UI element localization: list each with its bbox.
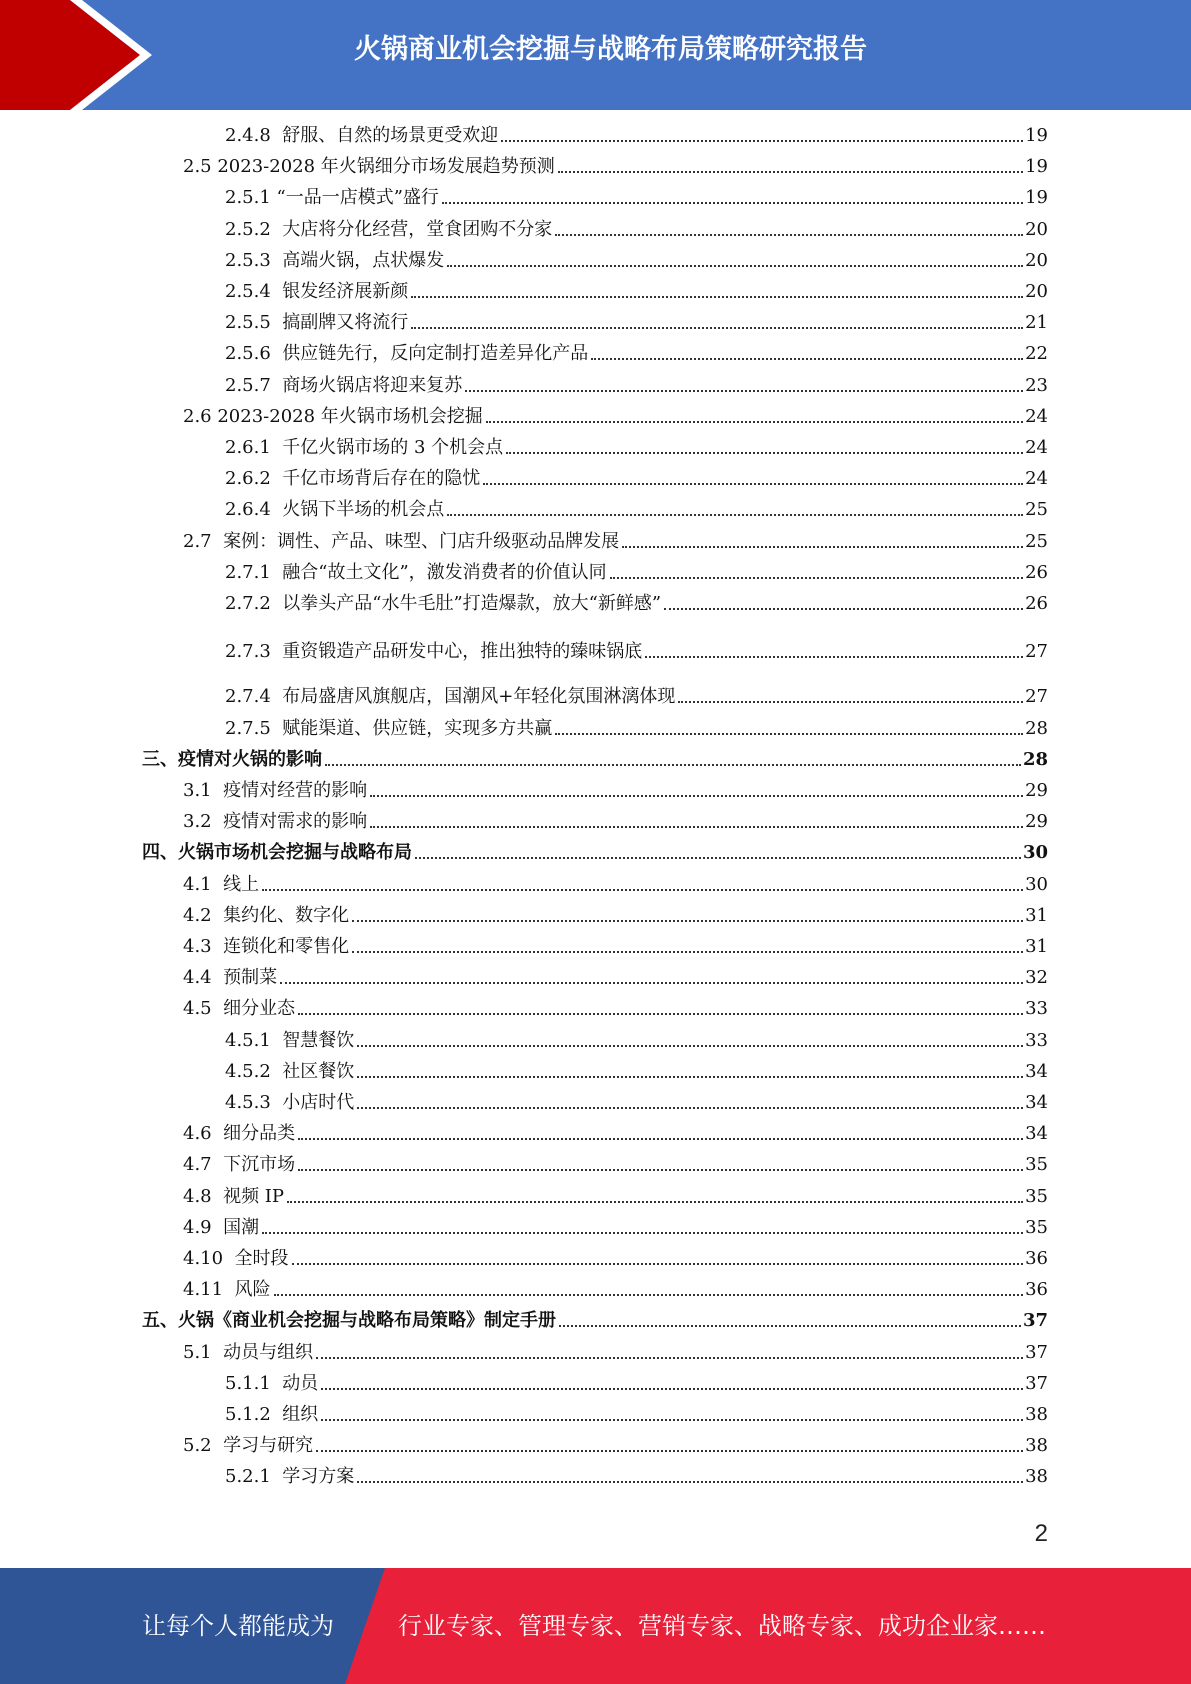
toc-dot-leader: [357, 1044, 1023, 1047]
toc-entry-label: 4.8 视频 IP: [183, 1185, 285, 1207]
toc-entry-label: 2.7.4 布局盛唐风旗舰店，国潮风+年轻化氛围淋漓体现: [225, 686, 676, 708]
toc-entry-label: 2.5.5 搞副牌又将流行: [225, 312, 409, 334]
toc-entry-label: 2.6.2 千亿市场背后存在的隐忧: [225, 468, 481, 490]
toc-entry-label: 2.5.1 “一品一店模式”盛行: [225, 187, 439, 209]
toc-dot-leader: [274, 1293, 1024, 1296]
toc-entry-page: 24: [1025, 405, 1048, 427]
toc-entry-page: 38: [1025, 1466, 1048, 1488]
toc-entry-page: 36: [1025, 1279, 1048, 1301]
toc-entry[interactable]: [225, 556, 1048, 584]
toc-dot-leader: [316, 1356, 1023, 1359]
toc-dot-leader: [357, 1106, 1023, 1109]
toc-entry-page: 20: [1025, 249, 1048, 271]
toc-dot-leader: [486, 420, 1023, 423]
toc-entry[interactable]: [225, 1398, 1048, 1426]
toc-entry-page: 33: [1025, 998, 1048, 1020]
toc-entry-page: 35: [1025, 1185, 1048, 1207]
toc-entry-page: 32: [1025, 967, 1048, 989]
toc-entry-page: 19: [1025, 156, 1048, 178]
toc-dot-leader: [559, 1324, 1021, 1327]
toc-dot-leader: [357, 1075, 1023, 1078]
toc-dot-leader: [298, 1012, 1023, 1015]
page-number: 2: [1034, 1520, 1048, 1547]
toc-entry-page: 27: [1025, 641, 1048, 663]
toc-dot-leader: [411, 295, 1023, 298]
toc-entry-label: 4.9 国潮: [183, 1216, 260, 1238]
toc-dot-leader: [558, 170, 1023, 173]
toc-dot-leader: [321, 1418, 1023, 1421]
toc-entry-page: 28: [1025, 717, 1048, 739]
toc-entry[interactable]: [225, 337, 1048, 365]
toc-dot-leader: [298, 1168, 1023, 1171]
toc-entry-label: 5.1 动员与组织: [183, 1341, 314, 1363]
toc-entry-label: 2.7.3 重资锻造产品研发中心，推出独特的臻味锅底: [225, 641, 643, 663]
toc-entry-label: 4.5 细分业态: [183, 998, 296, 1020]
toc-entry[interactable]: [183, 1242, 1048, 1270]
toc-dot-leader: [352, 950, 1023, 953]
toc-dot-leader: [442, 201, 1023, 204]
toc-entry-page: 25: [1025, 499, 1048, 521]
toc-dot-leader: [325, 763, 1021, 766]
toc-entry-page: 26: [1025, 561, 1048, 583]
toc-entry-label: 4.5.2 社区餐饮: [225, 1060, 355, 1082]
toc-entry[interactable]: [225, 181, 1048, 209]
toc-dot-leader: [292, 1262, 1024, 1265]
toc-entry-label: 5.2 学习与研究: [183, 1435, 314, 1457]
toc-dot-leader: [622, 545, 1023, 548]
toc-dot-leader: [610, 576, 1023, 579]
toc-dot-leader: [447, 513, 1023, 516]
toc-entry[interactable]: [225, 119, 1048, 147]
toc-entry-page: 25: [1025, 530, 1048, 552]
toc-dot-leader: [357, 1480, 1023, 1483]
toc-dot-leader: [411, 326, 1023, 329]
toc-entry-label: 2.5.3 高端火锅，点状爆发: [225, 249, 445, 271]
toc-entry-page: 27: [1025, 686, 1048, 708]
toc-entry[interactable]: [183, 1429, 1048, 1457]
toc-dot-leader: [555, 732, 1023, 735]
toc-entry-page: 34: [1025, 1060, 1048, 1082]
toc-entry[interactable]: [142, 1304, 1048, 1332]
toc-entry-label: 4.3 连锁化和零售化: [183, 936, 350, 957]
toc-dot-leader: [501, 139, 1023, 142]
toc-entry[interactable]: [183, 805, 1048, 833]
report-title: 火锅商业机会挖掘与战略布局策略研究报告: [354, 34, 867, 65]
toc-entry-label: 2.7.5 赋能渠道、供应链，实现多方共赢: [225, 717, 553, 739]
toc-entry[interactable]: [225, 244, 1048, 272]
toc-entry[interactable]: [183, 992, 1048, 1020]
toc-entry-page: 37: [1025, 1372, 1048, 1394]
toc-entry-label: 4.2 集约化、数字化: [183, 904, 350, 926]
toc-entry-page: 31: [1025, 936, 1048, 957]
toc-dot-leader: [262, 888, 1023, 891]
toc-entry-page: 31: [1025, 904, 1048, 926]
toc-entry-page: 36: [1025, 1248, 1048, 1269]
toc-dot-leader: [298, 1137, 1023, 1140]
page-footer: [0, 1568, 1191, 1684]
toc-entry-label: 4.4 预制菜: [183, 967, 278, 989]
toc-entry[interactable]: [183, 930, 1048, 958]
toc-entry-label: 2.5.6 供应链先行，反向定制打造差异化产品: [225, 343, 589, 365]
toc-entry[interactable]: [225, 1367, 1048, 1395]
toc-entry-label: 2.6.4 火锅下半场的机会点: [225, 499, 445, 521]
footer-slogan-right: 行业专家、管理专家、营销专家、战略专家、成功企业家……: [398, 1612, 1046, 1640]
toc-dot-leader: [506, 451, 1023, 454]
toc-entry-page: 38: [1025, 1435, 1048, 1457]
toc-entry-page: 28: [1022, 748, 1048, 770]
toc-entry-label: 四、火锅市场机会挖掘与战略布局: [142, 842, 412, 864]
toc-entry[interactable]: [225, 1024, 1048, 1052]
toc-entry-page: 34: [1025, 1092, 1048, 1113]
toc-entry[interactable]: [225, 369, 1048, 397]
toc-entry-label: 4.7 下沉市场: [183, 1154, 296, 1176]
toc-entry-page: 19: [1025, 125, 1048, 146]
toc-entry-label: 2.5.4 银发经济展新颜: [225, 281, 409, 302]
toc-entry-page: 30: [1025, 873, 1048, 895]
toc-entry-label: 五、火锅《商业机会挖掘与战略布局策略》制定手册: [142, 1310, 556, 1332]
toc-entry[interactable]: [225, 712, 1048, 740]
toc-dot-leader: [415, 856, 1021, 859]
footer-slogan-left: 让每个人都能成为: [142, 1612, 334, 1640]
toc-entry[interactable]: [183, 1211, 1048, 1239]
toc-entry-page: 29: [1025, 811, 1048, 833]
toc-entry-label: 4.5.1 智慧餐饮: [225, 1029, 355, 1051]
toc-dot-leader: [370, 794, 1023, 797]
toc-entry-page: 22: [1025, 343, 1048, 365]
toc-dot-leader: [591, 357, 1023, 360]
toc-entry-label: 5.1.1 动员: [225, 1372, 319, 1394]
toc-entry-label: 2.7.2 以拳头产品“水牛毛肚”打造爆款，放大“新鲜感”: [225, 593, 662, 614]
toc-entry-label: 5.2.1 学习方案: [225, 1466, 355, 1488]
toc-dot-leader: [280, 981, 1023, 984]
toc-entry[interactable]: [142, 743, 1048, 771]
toc-entry-label: 三、疫情对火锅的影响: [142, 748, 322, 770]
toc-entry[interactable]: [225, 1460, 1048, 1488]
toc-dot-leader: [678, 700, 1023, 703]
toc-entry[interactable]: [225, 1055, 1048, 1083]
toc-entry-label: 5.1.2 组织: [225, 1404, 319, 1425]
toc-entry-page: 24: [1025, 437, 1048, 458]
toc-entry[interactable]: [225, 306, 1048, 334]
toc-entry-page: 38: [1025, 1404, 1048, 1425]
toc-entry[interactable]: [225, 275, 1048, 303]
toc-entry[interactable]: [225, 431, 1048, 459]
toc-dot-leader: [664, 607, 1023, 610]
toc-entry[interactable]: [183, 525, 1048, 553]
toc-dot-leader: [262, 1231, 1023, 1234]
toc-entry[interactable]: [225, 493, 1048, 521]
toc-entry-page: 34: [1025, 1123, 1048, 1145]
toc-entry-label: 2.4.8 舒服、自然的场景更受欢迎: [225, 125, 499, 146]
toc-entry-label: 3.1 疫情对经营的影响: [183, 780, 368, 801]
toc-entry[interactable]: [183, 1180, 1048, 1208]
toc-entry[interactable]: [183, 868, 1048, 896]
toc-entry-page: 26: [1025, 593, 1048, 614]
toc-entry-label: 4.11 风险: [183, 1279, 271, 1301]
toc-dot-leader: [555, 233, 1023, 236]
toc-entry-page: 20: [1025, 281, 1048, 302]
toc-entry[interactable]: [225, 680, 1048, 708]
toc-dot-leader: [352, 919, 1023, 922]
toc-entry-label: 4.1 线上: [183, 873, 260, 895]
toc-entry-label: 2.5.7 商场火锅店将迎来复苏: [225, 374, 463, 396]
toc-entry[interactable]: [183, 899, 1048, 927]
toc-entry-label: 2.7.1 融合“故土文化”，激发消费者的价值认同: [225, 561, 607, 583]
toc-entry-page: 21: [1025, 312, 1048, 334]
toc-dot-leader: [645, 655, 1023, 658]
toc-entry-label: 4.5.3 小店时代: [225, 1092, 355, 1113]
toc-entry[interactable]: [142, 836, 1048, 864]
toc-entry-page: 30: [1022, 842, 1048, 864]
toc-entry[interactable]: [225, 1086, 1048, 1114]
toc-dot-leader: [447, 264, 1023, 267]
toc-entry-page: 37: [1025, 1341, 1048, 1363]
toc-entry-page: 29: [1025, 780, 1048, 801]
toc-entry-label: 2.7 案例：调性、产品、味型、门店升级驱动品牌发展: [183, 530, 620, 552]
toc-entry-label: 4.10 全时段: [183, 1248, 289, 1269]
toc-entry-page: 37: [1022, 1310, 1048, 1332]
toc-entry-page: 20: [1025, 218, 1048, 240]
toc-entry[interactable]: [225, 213, 1048, 241]
toc-dot-leader: [316, 1449, 1023, 1452]
toc-entry-label: 3.2 疫情对需求的影响: [183, 811, 368, 833]
toc-dot-leader: [287, 1200, 1023, 1203]
toc-dot-leader: [465, 389, 1023, 392]
toc-entry-label: 2.6.1 千亿火锅市场的 3 个机会点: [225, 437, 504, 458]
toc-entry-page: 24: [1025, 468, 1048, 490]
toc-entry[interactable]: [183, 1148, 1048, 1176]
toc-entry[interactable]: [183, 961, 1048, 989]
toc-entry[interactable]: [225, 462, 1048, 490]
toc-entry-page: 33: [1025, 1029, 1048, 1051]
toc-entry-label: 2.5.2 大店将分化经营，堂食团购不分家: [225, 218, 553, 240]
toc-entry-label: 2.5 2023-2028 年火锅细分市场发展趋势预测: [183, 156, 555, 178]
toc-entry[interactable]: [183, 774, 1048, 802]
toc-entry[interactable]: [225, 587, 1048, 615]
toc-entry-page: 35: [1025, 1216, 1048, 1238]
toc-entry[interactable]: [183, 400, 1048, 428]
toc-dot-leader: [483, 482, 1023, 485]
toc-dot-leader: [370, 825, 1023, 828]
toc-entry[interactable]: [183, 150, 1048, 178]
toc-dot-leader: [321, 1387, 1023, 1390]
toc-entry-label: 2.6 2023-2028 年火锅市场机会挖掘: [183, 405, 483, 427]
toc-entry-page: 19: [1025, 187, 1048, 209]
toc-entry-page: 23: [1025, 374, 1048, 396]
toc-entry-label: 4.6 细分品类: [183, 1123, 296, 1145]
toc-entry-page: 35: [1025, 1154, 1048, 1176]
toc-entry[interactable]: [183, 1336, 1048, 1364]
toc-entry[interactable]: [183, 1117, 1048, 1145]
toc-entry[interactable]: [225, 635, 1048, 663]
toc-entry[interactable]: [183, 1273, 1048, 1301]
